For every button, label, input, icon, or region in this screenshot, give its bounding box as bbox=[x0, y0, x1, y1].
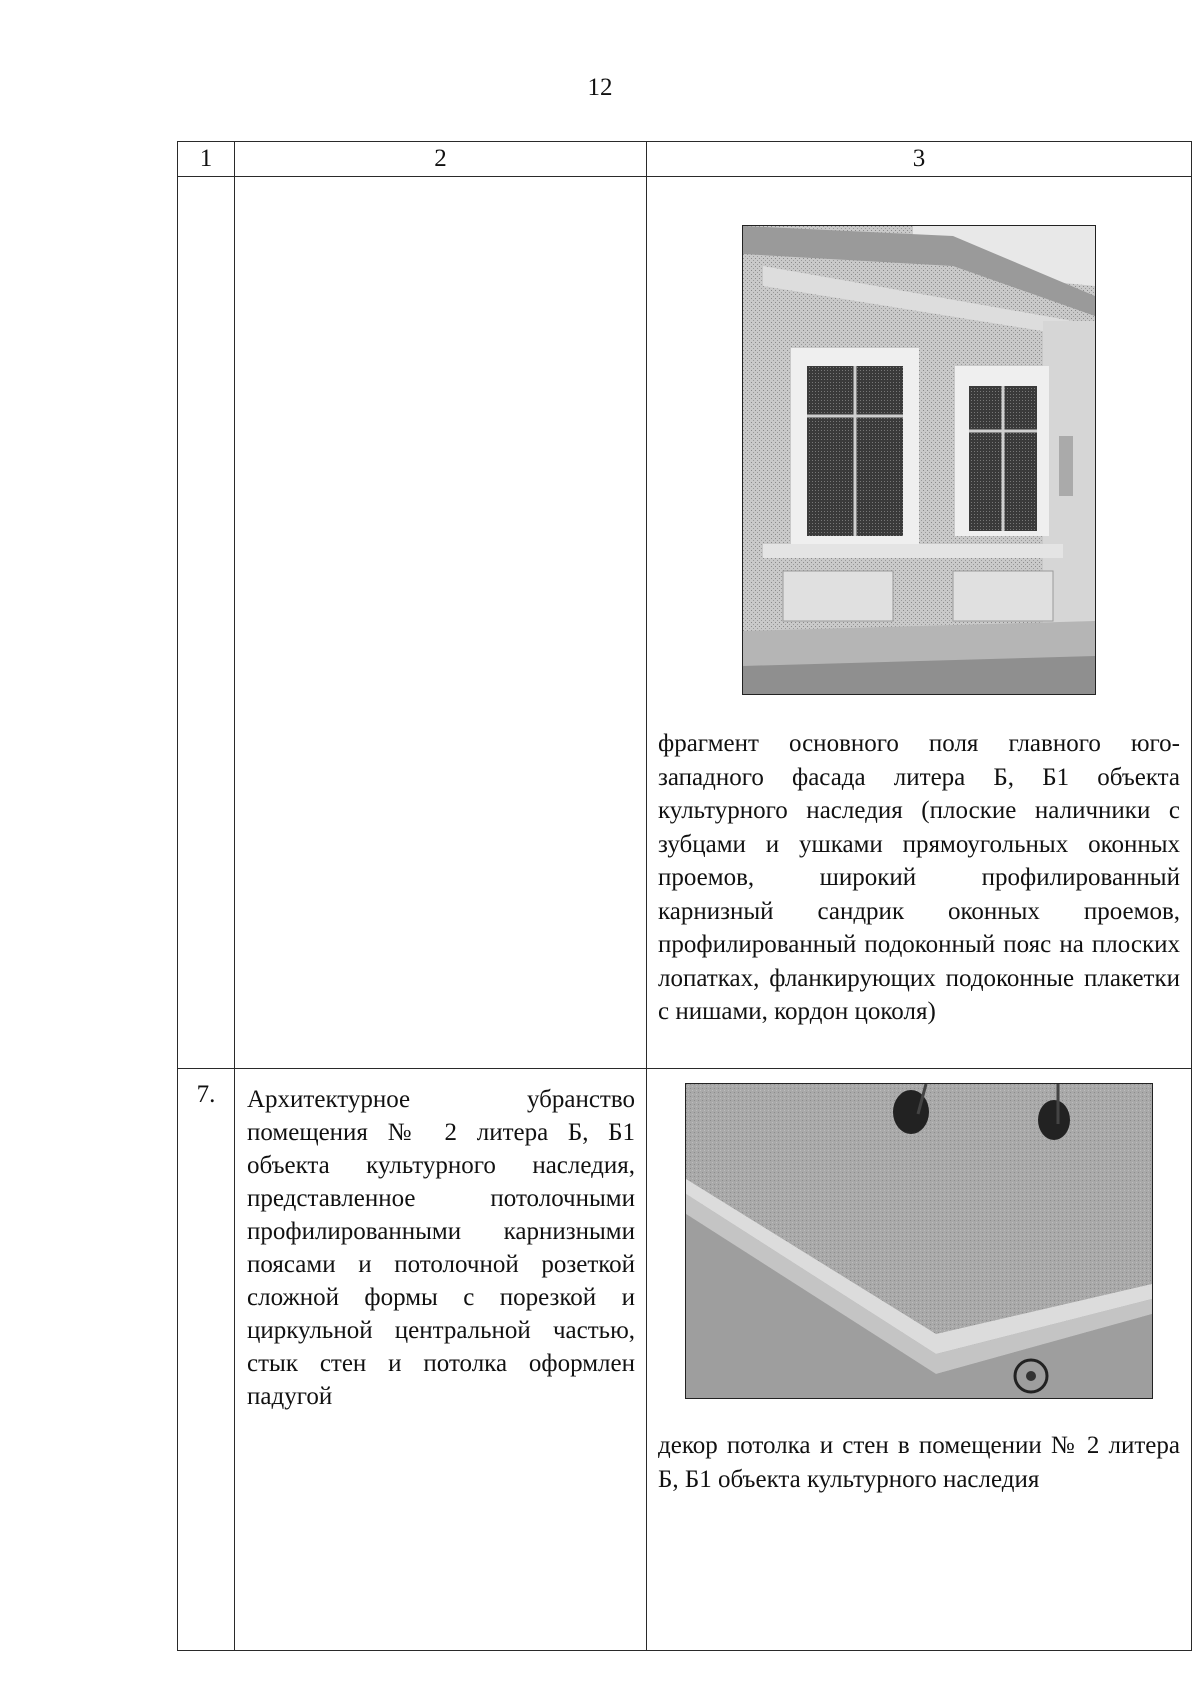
row-description bbox=[235, 177, 647, 1069]
table-row bbox=[178, 1069, 1192, 1651]
table-row bbox=[178, 177, 1192, 1069]
header-col-3: 3 bbox=[647, 142, 1192, 177]
row-number bbox=[178, 177, 235, 1069]
ceiling-caption: декор потолка и стен в помещении № 2 литера Б, Б1 объекта культурного наследия bbox=[658, 1432, 1180, 1493]
row-illustration-cell bbox=[647, 177, 1192, 1069]
header-col-1: 1 bbox=[178, 142, 235, 177]
facade-caption: фрагмент основного поля главного юго-западного фасада литера Б, Б1 объекта культурного наследия (плоские наличники с зубцами и ушками прямоугольных оконных проемов, широкий профилированный карнизный сандрик оконных проемов, профилированный подоконный пояс на плоских лопатках, фланкирующих подоконные плакетки с нишами, кордон цоколя) bbox=[658, 730, 1180, 1025]
ceiling-photo bbox=[685, 1083, 1153, 1399]
row-illustration-cell bbox=[647, 1069, 1192, 1651]
table-header-row bbox=[178, 142, 1192, 177]
row-number: 7. bbox=[178, 1069, 235, 1651]
row-description: Архитектурное убранство помещения № 2 литера Б, Б1 объекта культурного наследия, представленное потолочными профилированными карнизными поясами и потолочной розеткой сложной формы с порезкой и циркульной центральной частью, стык стен и потолка оформлен падугой bbox=[235, 1069, 647, 1651]
facade-photo bbox=[742, 225, 1096, 695]
page-number: 12 bbox=[587, 74, 613, 101]
header-col-2: 2 bbox=[235, 142, 647, 177]
heritage-table bbox=[177, 141, 1192, 1651]
